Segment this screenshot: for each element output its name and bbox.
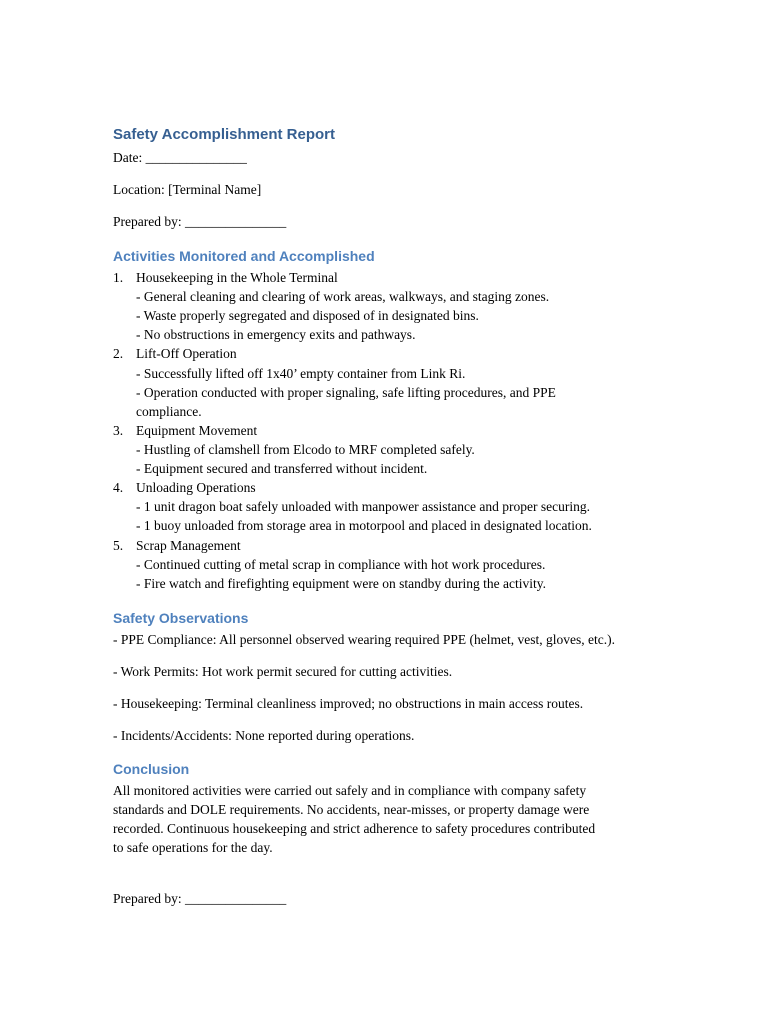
activity-title-row [113,478,673,497]
conclusion-line: standards and DOLE requirements. No accidents, near-misses, or property damage were [113,802,590,818]
observation-item: - PPE Compliance: All personnel observed wearing required PPE (helmet, vest, gloves, etc.). [113,632,616,647]
activity-item [113,421,673,478]
activity-detail: compliance. [136,403,202,419]
prepared-by-line: Prepared by: _______________ [113,214,287,229]
conclusion-line: recorded. Continuous housekeeping and strict adherence to safety procedures contributed [113,821,596,837]
activity-detail: - Equipment secured and transferred without incident. [136,461,428,477]
activity-title-row [113,536,673,555]
document-title: Safety Accomplishment Report [113,126,335,143]
activity-number: 2. [113,346,124,362]
section-heading-conclusion: Conclusion [113,761,190,777]
activity-detail: - General cleaning and clearing of work areas, walkways, and staging zones. [136,289,550,305]
observation-list [113,630,615,745]
activity-detail: - Operation conducted with proper signaling, safe lifting procedures, and PPE [136,384,556,400]
activity-detail: - No obstructions in emergency exits and pathways. [136,327,416,343]
section-heading-observations: Safety Observations [113,610,249,626]
observation-item: - Incidents/Accidents: None reported during operations. [113,728,415,743]
activity-title: Lift-Off Operation [136,346,237,362]
activity-title-row [113,344,673,363]
activity-number: 3. [113,422,124,438]
activity-number: 4. [113,480,124,496]
conclusion-paragraph [113,781,595,857]
observation-item: - Work Permits: Hot work permit secured for cutting activities. [113,664,453,679]
document-meta [113,148,286,231]
conclusion-line: All monitored activities were carried out safely and in compliance with company safety [113,783,587,798]
prepared-by-signature-line: Prepared by: _______________ [113,891,287,906]
activity-number: 1. [113,270,124,285]
location-line: Location: [Terminal Name] [113,182,262,197]
activity-item [113,268,673,344]
activity-list [113,268,673,593]
activity-item [113,478,673,535]
activity-detail: - Hustling of clamshell from Elcodo to MRF completed safely. [136,441,475,457]
activity-title-row [113,268,673,287]
activity-title: Housekeeping in the Whole Terminal [136,270,338,285]
activity-title: Equipment Movement [136,422,258,438]
conclusion-line: to safe operations for the day. [113,840,273,856]
activity-item [113,344,673,420]
activity-number: 5. [113,537,124,553]
activity-detail: - Fire watch and firefighting equipment were on standby during the activity. [136,575,547,591]
activity-title: Scrap Management [136,537,241,553]
activity-item [113,536,673,593]
activity-title: Unloading Operations [136,480,256,496]
activity-detail: - Continued cutting of metal scrap in compliance with hot work procedures. [136,556,546,572]
activity-title-row [113,421,673,440]
activity-detail: - 1 buoy unloaded from storage area in motorpool and placed in designated location. [136,518,592,534]
observation-item: - Housekeeping: Terminal cleanliness improved; no obstructions in main access routes. [113,696,584,711]
activity-detail: - 1 unit dragon boat safely unloaded with manpower assistance and proper securing. [136,499,590,515]
section-heading-activities: Activities Monitored and Accomplished [113,248,375,264]
activity-detail: - Successfully lifted off 1x40’ empty container from Link Ri. [136,365,466,381]
date-line: Date: _______________ [113,150,247,165]
activity-detail: - Waste properly segregated and disposed of in designated bins. [136,308,479,324]
